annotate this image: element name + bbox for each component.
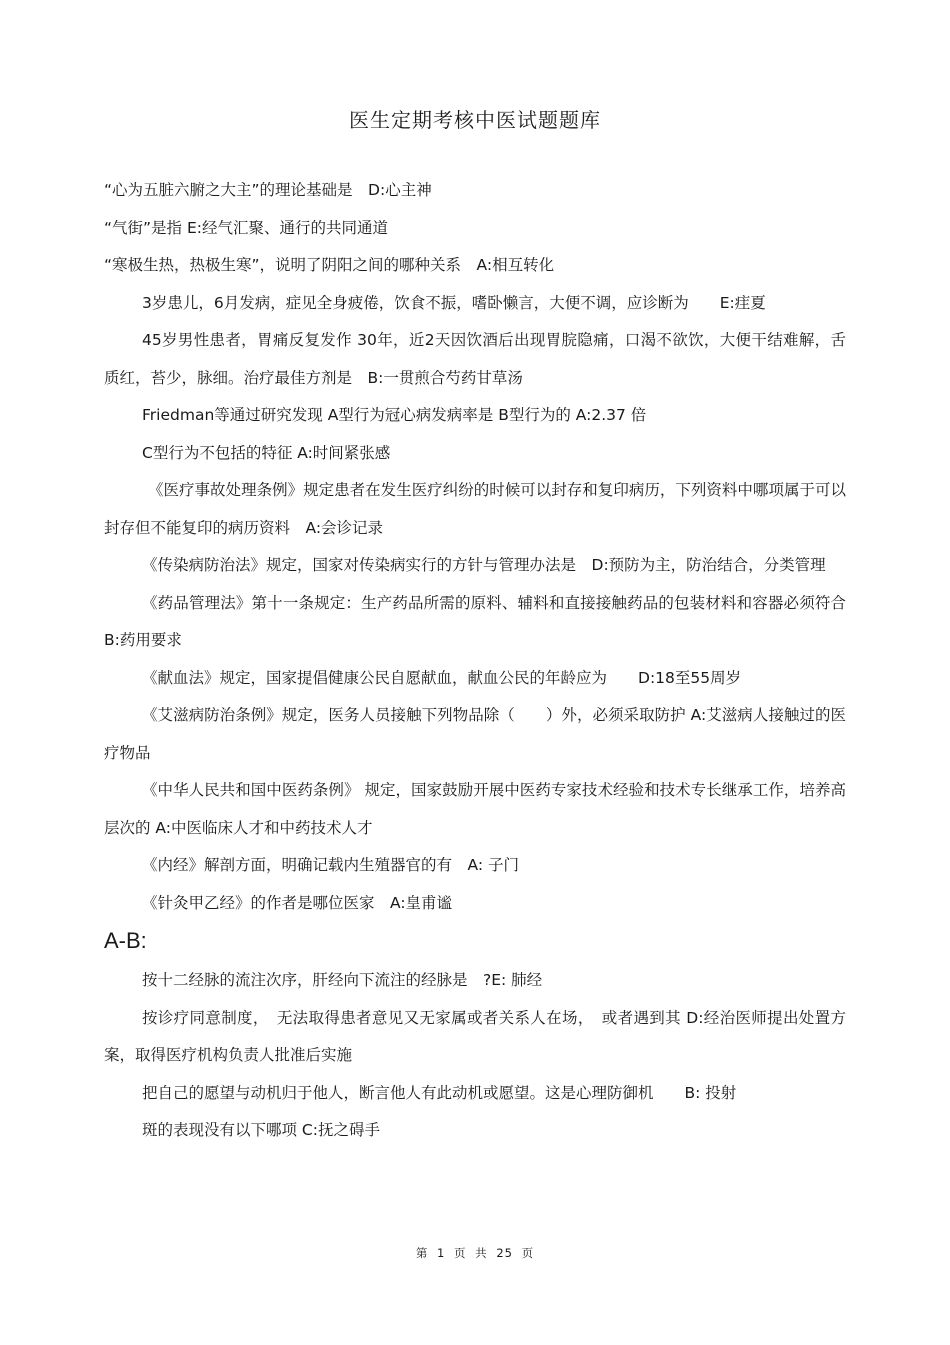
list-item: 《药品管理法》第十一条规定：生产药品所需的原料、辅料和直接接触药品的包装材料和容器必须符合 B:药用要求 xyxy=(104,593,846,649)
list-item: Friedman等通过研究发现 A型行为冠心病发病率是 B型行为的 A:2.37 倍 xyxy=(142,406,647,424)
list-item: 《医疗事故处理条例》规定患者在发生医疗纠纷的时候可以封存和复印病历，下列资料中哪项属于可以封存但不能复印的病历资料 A:会诊记录 xyxy=(104,481,846,537)
list-item: 《传染病防治法》规定，国家对传染病实行的方针与管理办法是 D:预防为主，防治结合，分类管理 xyxy=(142,556,826,574)
list-item: 把自己的愿望与动机归于他人，断言他人有此动机或愿望。这是心理防御机 B: 投射 xyxy=(142,1083,737,1102)
question-list xyxy=(104,172,846,1150)
list-item: 《针灸甲乙经》的作者是哪位医家 A:皇甫谧 xyxy=(142,893,453,912)
list-item: 按十二经脉的流注次序，肝经向下流注的经脉是 ?E: 肺经 xyxy=(142,971,543,989)
list-item: 《献血法》规定，国家提倡健康公民自愿献血，献血公民的年龄应为 D:18至55周岁 xyxy=(142,668,742,687)
list-item: 《中华人民共和国中医药条例》 规定，国家鼓励开展中医药专家技术经验和技术专长继承工作，培养高层次的 A:中医临床人才和中药技术人才 xyxy=(104,781,846,837)
list-item: 45岁男性患者，胃痛反复发作 30年，近2天因饮酒后出现胃脘隐痛，口渴不欲饮，大便干结难解，舌质红，苔少，脉细。治疗最佳方剂是 B:一贯煎合芍药甘草汤 xyxy=(104,331,846,387)
list-item: 《内经》解剖方面，明确记载内生殖器官的有 A: 子门 xyxy=(142,856,519,874)
list-item: 《艾滋病防治条例》规定，医务人员接触下列物品除（ ）外，必须采取防护 A:艾滋病人接触过的医疗物品 xyxy=(104,706,846,762)
list-item: “气街”是指 E:经气汇聚、通行的共同通道 xyxy=(104,218,389,237)
document-title: 医生定期考核中医试题题库 xyxy=(349,108,601,132)
page-footer: 第 1 页 共 25 页 xyxy=(415,1246,535,1260)
list-item: 按诊疗同意制度， 无法取得患者意见又无家属或者关系人在场， 或者遇到其 D:经治医师提出处置方案，取得医疗机构负责人批准后实施 xyxy=(104,1008,846,1064)
list-item: C型行为不包括的特征 A:时间紧张感 xyxy=(142,443,391,462)
list-item: “寒极生热，热极生寒”，说明了阴阳之间的哪种关系 A:相互转化 xyxy=(104,256,555,274)
list-item: “心为五脏六腑之大主”的理论基础是 D:心主神 xyxy=(104,181,432,199)
section-heading: A-B: xyxy=(104,928,147,953)
list-item: 斑的表现没有以下哪项 C:抚之碍手 xyxy=(142,1121,380,1139)
list-item: 3岁患儿，6月发病，症见全身疲倦，饮食不振，嗜卧懒言，大便不调，应诊断为 E:疰夏 xyxy=(142,293,766,312)
